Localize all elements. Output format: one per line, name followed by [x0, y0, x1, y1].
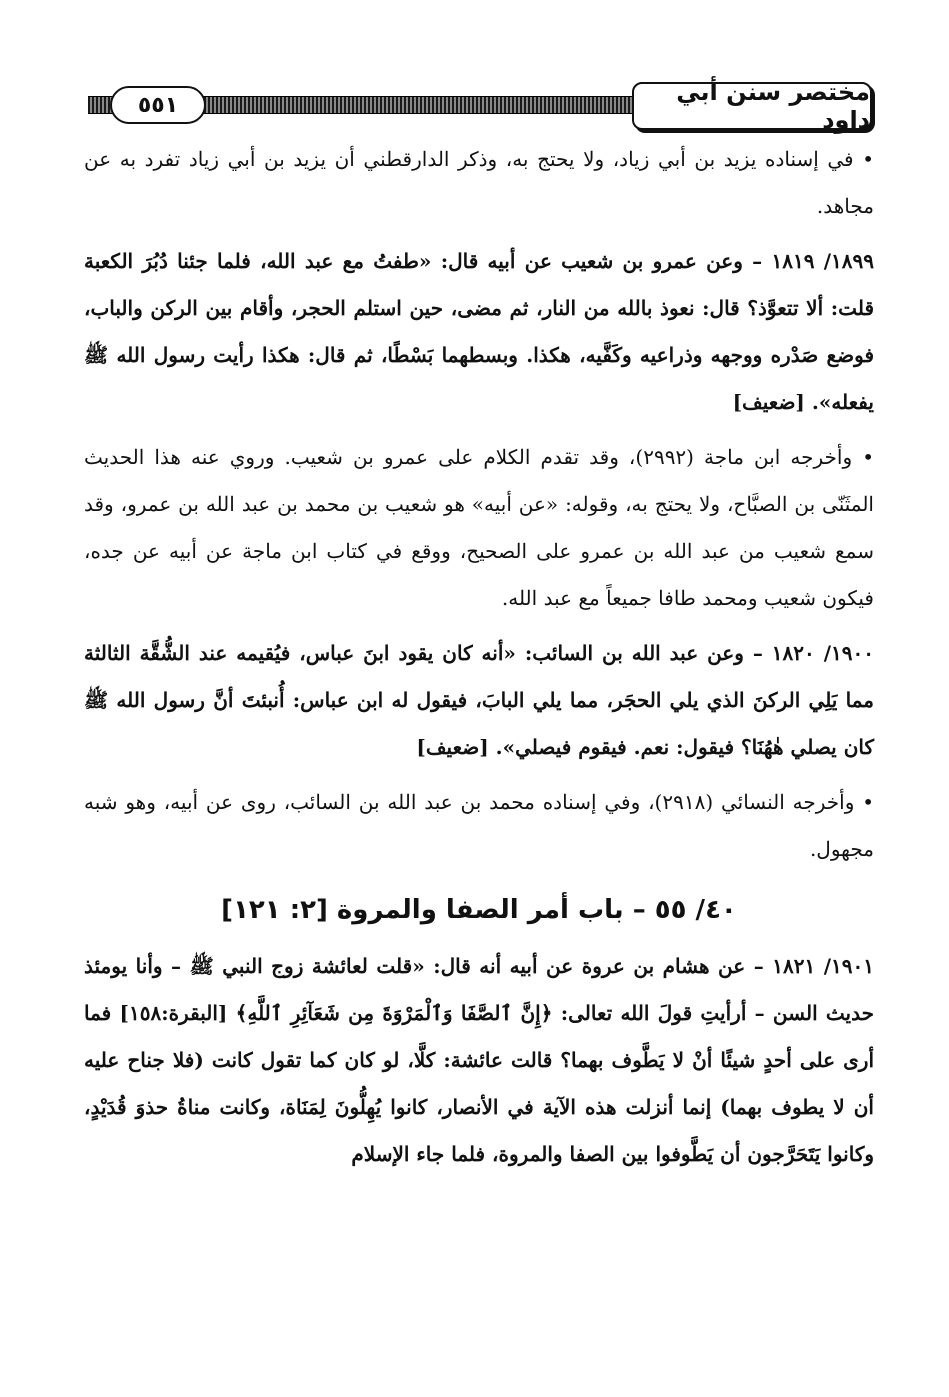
commentary-paragraph: • في إسناده يزيد بن أبي زياد، ولا يحتج به، وذكر الدارقطني أن يزيد بن أبي زياد تفرد به عن مجاهد. — [84, 147, 874, 218]
hadith-paragraph: ١٩٠٠/ ١٨٢٠ – وعن عبد الله بن السائب: «أنه كان يقود ابنَ عباس، فيُقيمه عند الشُّقَّة الثالثة مما يَلِي الركنَ الذي يلي الحجَر، مما يلي البابَ، فيقول له ابن عباس: أُنبئتَ أنَّ رسول الله ﷺ كان يصلي هٰهُنَا؟ فيقول: نعم. فيقوم فيصلي». [ضعيف] — [84, 641, 875, 759]
hadith-paragraph: ١٩٠١/ ١٨٢١ – عن هشام بن عروة عن أبيه أنه قال: «قلت لعائشة زوج النبي ﷺ – وأنا يومئذ حديث السن – أرأيتِ قولَ الله تعالى: ﴿إِنَّ ٱلصَّفَا وَٱلْمَرْوَةَ مِن شَعَآئِرِ ٱللَّهِ﴾ [البقرة:١٥٨] فما أرى على أحدٍ شيئًا أنْ لا يَطَّوف بهما؟ قالت عائشة: كلَّا، لو كان كما تقول كانت (فلا جناح عليه أن لا يطوف بهما) إنما أنزلت هذه الآية في الأنصار، كانوا يُهِلُّونَ لِمَنَاة، وكانت مناةُ حذوَ قُدَيْدٍ، وكانوا يَتَحَرَّجون أن يَطَّوفوا بين الصفا والمروة، فلما جاء الإسلام — [84, 954, 874, 1166]
running-header — [88, 78, 872, 134]
page-body — [84, 136, 874, 1178]
commentary-paragraph: • وأخرجه ابن ماجة (٢٩٩٢)، وقد تقدم الكلام على عمرو بن شعيب. وروي عنه هذا الحديث المثَنّى بن الصبَّاح، ولا يحتج به، وقوله: «عن أبيه» هو شعيب بن محمد بن عبد الله بن عمرو، وقد سمع شعيب من عبد الله بن عمرو على الصحيح، ووقع في كتاب ابن ماجة عن أبيه عن جده، فيكون شعيب ومحمد طافا جميعاً مع عبد الله. — [84, 445, 875, 610]
page-number: ٥٥١ — [110, 86, 206, 124]
book-title: مختصر سنن أبي داود — [632, 82, 872, 130]
commentary-paragraph: • وأخرجه النسائي (٢٩١٨)، وفي إسناده محمد بن عبد الله بن السائب، روى عن أبيه، وهو شبه مجهول. — [84, 790, 874, 861]
hadith-paragraph: ١٨٩٩/ ١٨١٩ – وعن عمرو بن شعيب عن أبيه قال: «طفتُ مع عبد الله، فلما جئنا دُبُرَ الكعبة قلت: ألا تتعوَّذ؟ قال: نعوذ بالله من النار، ثم مضى، حين استلم الحجر، وأقام بين الركن والباب، فوضع صَدْره ووجهه وذراعيه وكَفَّيه، هكذا. وبسطهما بَسْطًا، ثم قال: هكذا رأيت رسول الله ﷺ يفعله». [ضعيف] — [84, 249, 874, 414]
chapter-heading: ٤٠/ ٥٥ – باب أمر الصفا والمروة [٢: ١٢١] — [221, 895, 737, 925]
